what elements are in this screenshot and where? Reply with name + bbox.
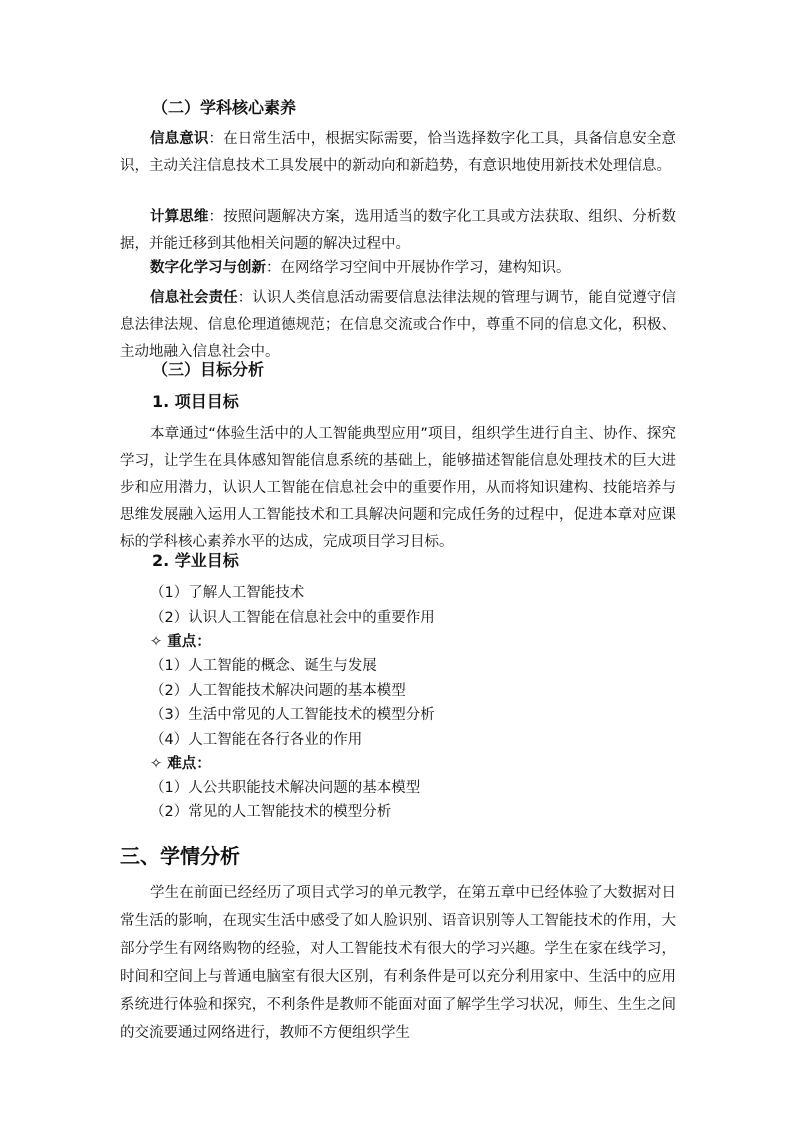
core-literacy-heading: （二）学科核心素养 xyxy=(152,98,297,117)
project-goal-heading: 1. 项目目标 xyxy=(152,392,239,411)
student-analysis-paragraph: 学生在前面已经经历了项目式学习的单元教学，在第五章中已经体验了大数据对日常生活的影响，在现实生活中感受了如人脸识别、语音识别等人工智能技术的作用，大部分学生有网络购物的经验，对人工智能技术有很大的学习兴趣。学生在家在线学习，时间和空间上与普通电脑室有很大区别，有利条件是可以充分利用家中、生活中的应用系统进行体验和探究，不利条件是教师不能面对面了解学生学习状况，师生、生生之间的交流要通过网络进行，教师不方便组织学生 xyxy=(120,885,676,1041)
key-item: （4）人工智能在各行各业的作用 xyxy=(150,732,363,748)
student-analysis-heading: 三、学情分析 xyxy=(120,844,240,868)
key-points-label: ✧ 重点： xyxy=(150,634,211,650)
study-goal-heading: 2. 学业目标 xyxy=(152,551,239,570)
difficult-item: （2）常见的人工智能技术的模型分析 xyxy=(150,804,392,820)
key-item: （2）人工智能技术解决问题的基本模型 xyxy=(150,683,406,699)
study-item: （1）了解人工智能技术 xyxy=(150,585,305,601)
key-item: （1）人工智能的概念、诞生与发展 xyxy=(150,658,377,674)
study-item: （2）认识人工智能在信息社会中的重要作用 xyxy=(150,610,435,626)
core-item-text: ：按照问题解决方案，选用适当的数字化工具或方法获取、组织、分析数据，并能迁移到其他相关问题的解决过程中。 xyxy=(120,209,677,252)
difficult-points-label: ✧ 难点： xyxy=(150,756,211,772)
core-item-digital-learning xyxy=(120,255,676,282)
core-item-text: ：在日常生活中，根据实际需要，恰当选择数字化工具，具备信息安全意识，主动关注信息技术工具发展中的新动向和新趋势，有意识地使用新技术处理信息。 xyxy=(120,131,677,174)
core-item-computational-thinking xyxy=(120,204,676,258)
difficult-item: （1）人公共职能技术解决问题的基本模型 xyxy=(150,780,421,796)
key-item: （3）生活中常见的人工智能技术的模型分析 xyxy=(150,707,435,723)
core-item-lead: 信息社会责任 xyxy=(150,290,238,306)
core-item-text: ：认识人类信息活动需要信息法律法规的管理与调节，能自觉遵守信息法律法规、信息伦理道德规范；在信息交流或合作中，尊重不同的信息文化，积极、主动地融入信息社会中。 xyxy=(120,290,676,360)
core-item-text: ：在网络学习空间中开展协作学习，建构知识。 xyxy=(266,260,571,276)
core-item-lead: 数字化学习与创新 xyxy=(150,260,266,276)
core-item-lead: 计算思维 xyxy=(150,209,209,225)
project-goal-paragraph: 本章通过“体验生活中的人工智能典型应用”项目，组织学生进行自主、协作、探究学习，让学生在具体感知智能信息系统的基础上，能够描述智能信息处理技术的巨大进步和应用潜力，认识人工智能在信息社会中的重要作用，从而将知识建构、技能培养与思维发展融入运用人工智能技术和工具解决问题和完成任务的过程中，促进本章对应课标的学科核心素养水平的达成，完成项目学习目标。 xyxy=(120,426,676,550)
goal-analysis-heading: （三）目标分析 xyxy=(152,360,265,379)
core-item-social-responsibility xyxy=(120,285,676,366)
core-item-lead: 信息意识 xyxy=(150,131,209,147)
core-item-info-awareness xyxy=(120,126,676,180)
